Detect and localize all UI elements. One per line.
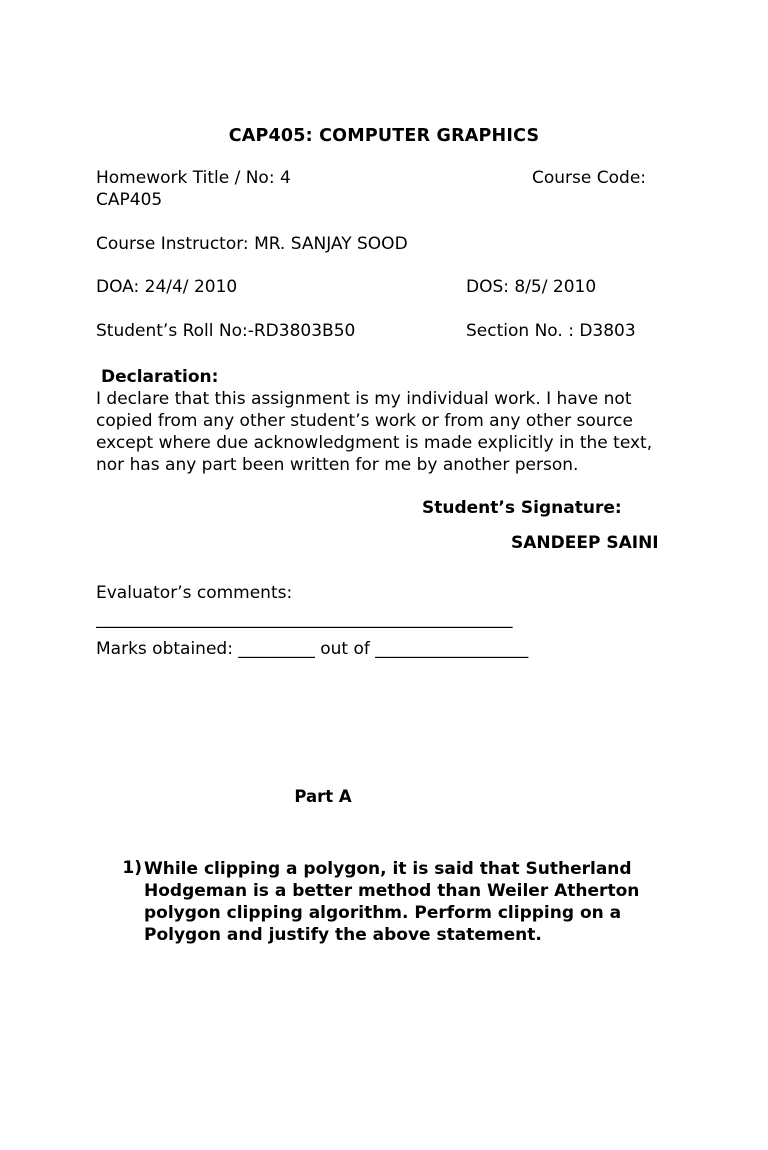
homework-row bbox=[96, 168, 672, 190]
declaration-heading: Declaration: bbox=[101, 366, 219, 387]
dos-value: DOS: 8/5/ 2010 bbox=[466, 277, 597, 298]
roll-number: Student’s Roll No:-RD3803B50 bbox=[96, 321, 356, 341]
roll-section-row bbox=[96, 321, 672, 343]
page-title: CAP405: COMPUTER GRAPHICS bbox=[228, 126, 540, 146]
part-heading: Part A bbox=[294, 787, 352, 807]
instructor-row bbox=[96, 234, 672, 256]
course-code-row bbox=[96, 190, 672, 212]
section-number: Section No. : D3803 bbox=[466, 321, 636, 341]
doa-value: DOA: 24/4/ 2010 bbox=[96, 277, 238, 298]
question-number: 1) bbox=[122, 858, 142, 879]
course-code-label: Course Code: bbox=[532, 168, 647, 188]
question-text: While clipping a polygon, it is said that Sutherland Hodgeman is a better method than Weiler Atherton polygon clipping algorithm. Perform clipping on a Polygon and justify the above statement. bbox=[144, 859, 640, 946]
course-instructor: Course Instructor: MR. SANJAY SOOD bbox=[96, 233, 408, 254]
dates-row bbox=[96, 277, 672, 299]
document-page bbox=[0, 126, 768, 1150]
course-code-value: CAP405 bbox=[96, 189, 163, 210]
question-item bbox=[96, 858, 672, 946]
signature-name: SANDEEP SAINI bbox=[511, 533, 659, 554]
marks-obtained-label: Marks obtained: _________ out of __________________ bbox=[96, 639, 529, 660]
homework-title-label: Homework Title / No: 4 bbox=[96, 168, 291, 188]
declaration-body: I declare that this assignment is my individual work. I have not copied from any other student’s work or from any other source except where due acknowledgment is made explicitly in the text, nor has any part been written for me by another person. bbox=[96, 388, 653, 476]
signature-label: Student’s Signature: bbox=[422, 498, 622, 519]
header-block bbox=[96, 168, 672, 212]
evaluator-comments-label: Evaluator’s comments: bbox=[96, 583, 293, 604]
divider: ____________________________________________________ bbox=[96, 609, 512, 630]
